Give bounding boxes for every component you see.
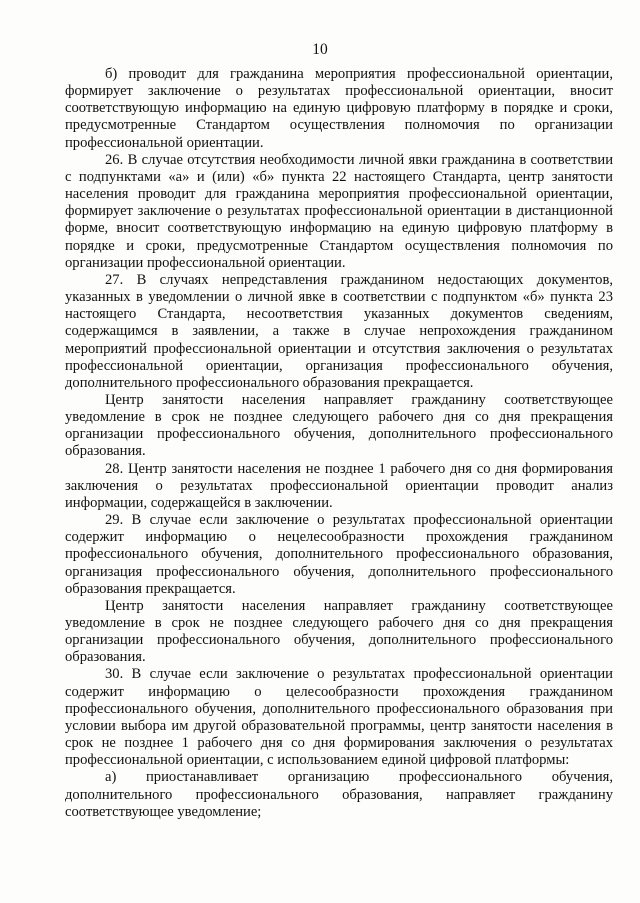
- page-number: 10: [312, 41, 328, 58]
- paragraph-26: 26. В случае отсутствия необходимости личной явки гражданина в соответствии с подпунктами «а» и (или) «б» пункта 22 настоящего Стандарта, центр занятости населения проводит для гражданина мероприятия профессиональной ориентации, формирует заключение о результатах профессиональной ориентации в дистанционной форме, вносит соответствующую информацию на единую цифровую платформу в порядке и сроки, предусмотренные Стандартом осуществления полномочия по организации профессиональной ориентации.: [65, 151, 613, 271]
- paragraph-28: 28. Центр занятости населения не позднее 1 рабочего дня со дня формирования заключения о результатах профессиональной ориентации проводит анализ информации, содержащейся в заключении.: [65, 460, 613, 511]
- paragraph-27-notice: Центр занятости населения направляет гражданину соответствующее уведомление в срок не позднее следующего рабочего дня со дня прекращения организации профессионального обучения, дополнительного профессионального образования.: [65, 391, 613, 460]
- paragraph-27: 27. В случаях непредставления гражданином недостающих документов, указанных в уведомлении о личной явке в соответствии с подпунктом «б» пункта 23 настоящего Стандарта, несоответствия указанных документов сведениям, содержащимся в заявлении, а также в случае непрохождения гражданином мероприятий профессиональной ориентации и отсутствия заключения о результатах профессиональной ориентации, организация профессионального обучения, дополнительного профессионального образования прекращается.: [65, 271, 613, 391]
- paragraph-29-notice: Центр занятости населения направляет гражданину соответствующее уведомление в срок не позднее следующего рабочего дня со дня прекращения организации профессионального обучения, дополнительного профессионального образования.: [65, 597, 613, 666]
- paragraph-29: 29. В случае если заключение о результатах профессиональной ориентации содержит информацию о нецелесообразности прохождения гражданином профессионального обучения, дополнительного профессионального образования, организация профессионального обучения, дополнительного профессионального образования прекращается.: [65, 512, 613, 597]
- paragraph-30-a: а) приостанавливает организацию профессионального обучения, дополнительного профессионального образования, направляет гражданину соответствующее уведомление;: [65, 769, 613, 820]
- paragraph-b-career-guidance: б) проводит для гражданина мероприятия профессиональной ориентации, формирует заключение о результатах профессиональной ориентации, вносит соответствующую информацию на единую цифровую платформу в порядке и сроки, предусмотренные Стандартом осуществления полномочия по организации профессиональной ориентации.: [65, 66, 613, 151]
- paragraph-30: 30. В случае если заключение о результатах профессиональной ориентации содержит информацию о целесообразности прохождения гражданином профессионального обучения, дополнительного профессионального образования при условии выбора им другой образовательной программы, центр занятости населения в срок не позднее 1 рабочего дня со дня формирования заключения о результатах профессиональной ориентации, с использованием единой цифровой платформы:: [65, 666, 613, 769]
- document-body: [65, 66, 613, 821]
